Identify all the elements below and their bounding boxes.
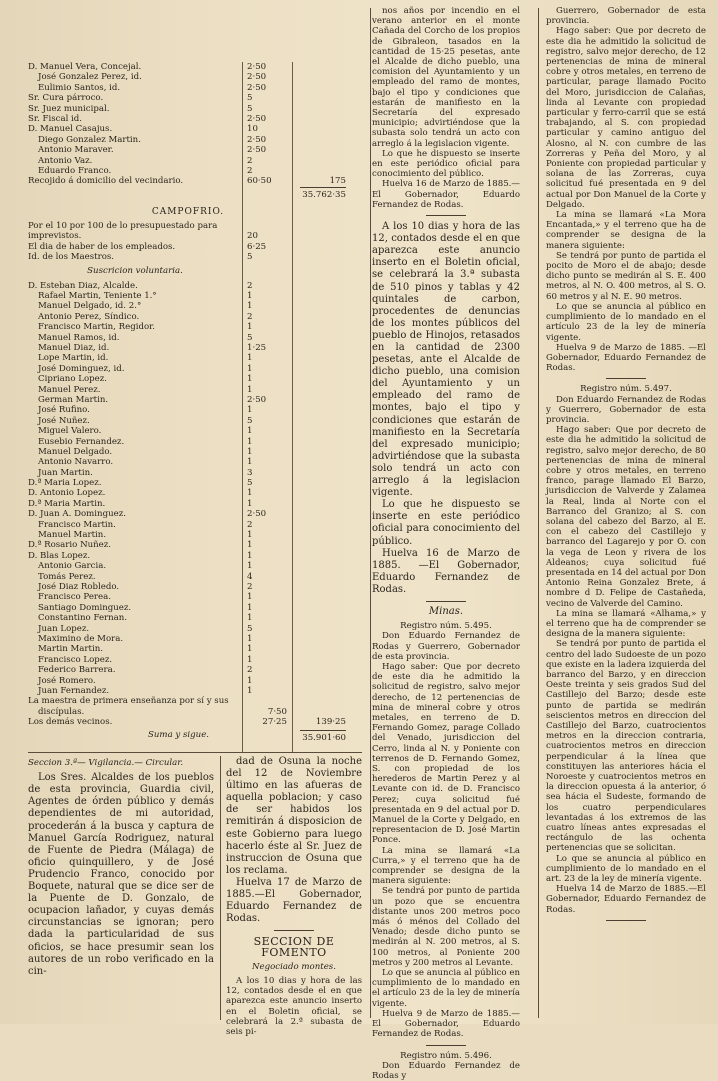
list-item xyxy=(28,312,348,322)
paragraph: Se tendrá por punto de partida el pocito de Moro el de abajo; desde dicho punto se medirán al S. E. 400 metros, al N. O. 400 metros, al S. O. 60 metros y al N. E. 90 metros. xyxy=(546,250,706,302)
suma-label: Suma y sigue. xyxy=(148,730,210,741)
donor-name: D.ª Maria Lopez. xyxy=(28,478,102,489)
donor-name: Constantino Fernan. xyxy=(38,613,128,624)
suscricion-heading: Suscricion voluntaria. xyxy=(87,266,183,277)
list-item xyxy=(28,478,348,488)
fomento-column xyxy=(226,756,362,1037)
amount: 1 xyxy=(247,301,253,312)
list-item xyxy=(28,395,348,405)
list-item xyxy=(28,624,348,634)
donor-name: Manuel Delgado. xyxy=(38,446,113,457)
list-item xyxy=(28,634,348,644)
donor-name: Juan Fernandez. xyxy=(38,685,110,696)
donor-name: Manuel Martin. xyxy=(38,530,107,541)
amount: 10 xyxy=(247,124,258,135)
donor-name: Eulimio Santos, id. xyxy=(38,82,121,93)
donor-name: Sr. Fiscal id. xyxy=(28,113,83,124)
subtotal-value: 35.762·35 xyxy=(300,187,346,200)
paragraph: Don Eduardo Fernandez de Rodas y Guerrero, Gobernador de esta provincia. xyxy=(372,631,520,662)
list-item xyxy=(28,499,348,509)
donor-name: D. Juan A. Dominguez. xyxy=(28,509,126,520)
amount: 2 xyxy=(247,280,253,291)
amount: 60·50 xyxy=(247,176,272,187)
amount: 5 xyxy=(247,478,253,489)
suscricion-list xyxy=(28,281,348,697)
amount: 2 xyxy=(247,519,253,530)
donor-name: Eusebio Fernandez. xyxy=(38,436,125,447)
donor-name: D. Blas Lopez. xyxy=(28,550,91,561)
list-item xyxy=(28,405,348,415)
amount: 5 xyxy=(247,93,253,104)
amount: 3 xyxy=(247,467,253,478)
amount: 5 xyxy=(247,252,253,263)
list-item xyxy=(28,572,348,582)
list-item xyxy=(28,426,348,436)
amount: 2·50 xyxy=(247,62,267,72)
donor-name: Juan Martin. xyxy=(38,467,93,478)
list-item xyxy=(28,603,348,613)
list-item xyxy=(28,374,348,384)
amount: 2·50 xyxy=(247,82,267,93)
list-item xyxy=(28,416,348,426)
negociado-heading: Negociado montes. xyxy=(252,961,336,972)
signature: Huelva 14 de Marzo de 1885.—El Gobernador, Eduardo Fernandez de Rodas. xyxy=(546,884,706,915)
paragraph: La mina se llamará «Alhama,» y el terreno que ha de comprender se designa de la manera siguiente: xyxy=(546,608,706,640)
donor-name: Sr. Cura párroco. xyxy=(28,93,104,104)
amount: 2·50 xyxy=(247,134,267,145)
paragraph: Lo que se anuncia al público en cumplimiento de lo mandado en el art. 23 de la ley de minería vigente. xyxy=(546,853,706,885)
total-value: 35.901·60 xyxy=(300,730,346,743)
amount: 1 xyxy=(247,291,253,302)
amount: 1 xyxy=(247,561,253,572)
amount: 1 xyxy=(247,363,253,374)
donor-name: Santiago Dominguez. xyxy=(38,602,132,613)
column-2 xyxy=(372,6,520,1081)
donor-name: Tomás Perez. xyxy=(38,571,96,582)
list-item xyxy=(28,124,348,134)
list-item xyxy=(28,231,348,241)
list-item xyxy=(28,72,348,82)
donor-name: Sr. Juez municipal. xyxy=(28,103,110,114)
divider xyxy=(606,378,646,379)
amount: 1 xyxy=(247,498,253,509)
list-item xyxy=(28,468,348,478)
section-rule xyxy=(28,752,362,753)
list-item xyxy=(28,156,348,166)
amount: 20 xyxy=(247,231,258,242)
paragraph: Lo que he dispuesto se inserte en este periódico oficial para conocimiento del público. xyxy=(372,148,520,180)
list-item xyxy=(28,114,348,124)
amount: 2 xyxy=(247,581,253,592)
paragraph: Hago saber: Que por decreto de este dia he admitido la solicitud de registro, salvo mejor derecho, de 12 pertenencias de mina de mineral cobre y otros metales, en terreno de D. Fernando Gomez, parage Collado del Venado, jurisdiccion del Cerro, linda al N. y Poniente con terrenos de D. Fernando Gomez, S. con propiedad de los herederos de Martin Perez y al Levante con id. de D. Francisco Perez; cuya solicitud fué presentada en 9 del actual por D. Manuel de la Corte y Delgado, en representacion de D. José Martin Ponce. xyxy=(372,661,520,846)
paragraph: Lo que se anuncia al público en cumplimiento de lo mandado en el artículo 23 de la ley de minería vigente. xyxy=(546,301,706,343)
list-item xyxy=(28,665,348,675)
amount: 5 xyxy=(247,415,253,426)
amount: 2·50 xyxy=(247,145,267,156)
paragraph: Don Eduardo Fernandez de Rodas y Guerrero, Gobernador de esta provincia. xyxy=(546,394,706,425)
donor-name: Lope Martin, id. xyxy=(38,353,109,364)
paragraph: Guerrero, Gobernador de esta provincia. xyxy=(546,6,706,27)
list-item xyxy=(28,551,348,561)
list-item xyxy=(28,252,348,262)
donor-name: Francisco Lopez. xyxy=(38,654,113,665)
list-item xyxy=(28,333,348,343)
donor-name: El dia de haber de los empleados. xyxy=(28,241,176,252)
list-item xyxy=(28,540,348,550)
amount: 5 xyxy=(247,103,253,114)
minas-heading: Minas. xyxy=(428,605,464,617)
donor-name: Cipriano Lopez. xyxy=(38,374,107,385)
paragraph: dad de Osuna la noche del 12 de Noviembre último en las afueras de aquella poblacion; y caso de ser habidos los remitirán á disposicion de este Gobierno para luego hacerlo éste al Sr. Juez de instruccion de Osuna que los reclama. xyxy=(226,756,362,876)
donor-name: D.ª Rosario Nuñez. xyxy=(28,540,112,551)
amount: 1 xyxy=(247,530,253,541)
list-item xyxy=(28,343,348,353)
paragraph: Hago saber: Que por decreto de este dia he admitido la solicitud de registro, salvo mejor derecho, de 80 pertenencias de mina de mineral cobre y otros metales, en terreno franco, parage llamado El Barzo, jurisdiccion de Valverde y Zalamea la Real, linda al Norte con el Barranco del Granizo; al S. con solana del cabezo del Barzo, al E. con el cabezo del Castillejo y barranco del Lagarejo y por O. con la vega de Leon y rivera de los Aldeanos; cuya solicitud fué presentada en 14 del actual por Don Antonio Reina Gonzalez Brete, á nombre d D. Felipe de Castañeda, vecino de Valverde del Camino. xyxy=(546,425,706,609)
column-rule xyxy=(220,756,221,1020)
list-item xyxy=(28,644,348,654)
campofrio-heading: CAMPOFRIO. xyxy=(151,206,225,217)
donor-name: German Martin. xyxy=(38,394,109,405)
donor-name: Francisco Martin, Regidor. xyxy=(38,322,156,333)
paragraph: Lo que se anuncia al público en cumplimiento de lo mandado en el artículo 23 de la ley de minería vigente. xyxy=(372,968,520,1009)
amount: 1 xyxy=(247,457,253,468)
registro-heading: Registro núm. 5.497. xyxy=(580,384,672,395)
donor-name: Por el 10 por 100 de lo presupuestado para xyxy=(28,220,218,231)
donor-name: Antonio Navarro. xyxy=(38,457,114,468)
donor-name: Manuel Diaz, id. xyxy=(38,343,110,353)
donor-name: Manuel Ramos, id. xyxy=(38,332,120,343)
maestra-line-2: discípulas. xyxy=(38,706,85,717)
amount: 2 xyxy=(247,165,253,176)
donor-list-top xyxy=(28,62,348,187)
list-item xyxy=(28,686,348,696)
donor-name: Eduardo Franco. xyxy=(38,165,112,176)
list-item xyxy=(28,437,348,447)
column-rule xyxy=(538,8,539,1018)
amount: 6·25 xyxy=(247,241,267,252)
donor-name: D. Antonio Lopez. xyxy=(28,488,106,499)
donor-name: José Gonzalez Perez, id. xyxy=(38,72,142,83)
list-item xyxy=(28,145,348,155)
divider xyxy=(426,601,466,602)
donor-name: Francisco Martin. xyxy=(38,519,116,530)
amount: 2·50 xyxy=(247,72,267,83)
list-item xyxy=(28,530,348,540)
list-item xyxy=(28,353,348,363)
list-item xyxy=(28,301,348,311)
amount: 1 xyxy=(247,446,253,457)
amount: 1 xyxy=(247,602,253,613)
list-item xyxy=(28,176,348,186)
donor-name: Antonio Perez, Síndico. xyxy=(38,311,140,322)
paragraph: La mina se llamará «La Curra,» y el terreno que ha de comprender se designa de la manera siguiente: xyxy=(372,845,520,887)
donor-name: imprevistos. xyxy=(28,231,82,242)
donor-name: Juan Lopez. xyxy=(38,623,90,634)
donor-name: Id. de los Maestros. xyxy=(28,252,115,263)
maestra-line: La maestra de primera enseñanza por sí y sus xyxy=(28,696,229,707)
donor-name: Antonio Garcia. xyxy=(38,561,107,572)
donor-name: Miguel Valero. xyxy=(38,426,102,437)
donor-name: Maximino de Mora. xyxy=(38,633,124,644)
signature: Huelva 16 de Marzo de 1885. —El Gobernador, Eduardo Fernandez de Rodas. xyxy=(372,547,520,595)
amount: 1 xyxy=(247,353,253,364)
amount: 1 xyxy=(247,633,253,644)
paragraph: Los Sres. Alcaldes de los pueblos de esta provincia, Guardia civil, Agentes de órden público y demás dependientes de mi autoridad, procederán á la busca y captura de Manuel García Rodriguez, natural de Fuente de Piedra (Málaga) de oficio quinquillero, y de José Prudencio Franco, conocido por Boquete, natural que se dice ser de la Puente de D. Gonzalo, de ocupacion lañador, y cuyas demás circunstancias se ignoran; pero dada la particularidad de sus oficios, se hace presumir sean los autores de un robo verificado en la cin- xyxy=(28,772,214,977)
list-item xyxy=(28,582,348,592)
donor-name: D. Esteban Diaz, Alcalde. xyxy=(28,280,138,291)
amount: 1 xyxy=(247,685,253,696)
column-rule xyxy=(370,8,371,1018)
list-item xyxy=(28,242,348,252)
maestra-value: 7·50 xyxy=(267,706,287,717)
amount: 1 xyxy=(247,374,253,385)
amount: 2·50 xyxy=(247,509,267,520)
signature: Huelva 9 de Marzo de 1885. —El Gobernador, Eduardo Fernandez de Rodas. xyxy=(546,342,706,374)
amount: 1 xyxy=(247,436,253,447)
donor-name: D. Manuel Casajus. xyxy=(28,124,113,135)
list-item xyxy=(28,221,348,231)
subtotal-amount: 175 xyxy=(329,176,346,187)
amount: 5 xyxy=(247,623,253,634)
divider xyxy=(426,1045,466,1046)
donor-name: José Dominguez, id. xyxy=(38,363,125,374)
amount: 2 xyxy=(247,155,253,166)
donor-name: Manuel Delgado, id. 2.° xyxy=(38,301,142,312)
paragraph: A los 10 dias y hora de las 12, contados desde el en que aparezca este anuncio inserto en el Boletin oficial, se celebrará la 2.ª subasta de seis pi- xyxy=(226,975,362,1037)
vecinos-value: 27·25 xyxy=(262,717,287,728)
vigilancia-heading: Seccion 3.ª— Vigilancia.— Circular. xyxy=(28,758,184,768)
amount: 1 xyxy=(247,540,253,551)
list-item xyxy=(28,509,348,519)
paragraph: Se tendrá por punto de partida un pozo que se encuentra distante unos 200 metros poco más ó ménos del Collado del Venado; desde dicho punto se medirán al N. 200 metros, al S. 100 metros, al Poniente 200 metros y 200 metros al Levante. xyxy=(372,886,520,968)
donor-name: Diego Gonzalez Martin. xyxy=(38,134,141,145)
paragraph: A los 10 dias y hora de las 12, contados desde el en que aparezca este anuncio inserto en el Boletin oficial, se celebrará la 3.ª subasta de 510 pinos y tablas y 42 quintales de carbon, procedentes de denuncias de los montes públicos del pueblo de Hinojos, retasados en la cantidad de 2300 pesetas, ante el Alcalde de dicho pueblo, una comision del Ayuntamiento y un empleado del ramo de montes, bajo el tipo y condiciones que estarán de manifiesto en la Secretaría del expresado municipio; advirtiéndose que la subasta solo tendrá un acto con arreglo á la legislacion vigente. xyxy=(372,221,520,499)
donor-name: Recojido á domicilio del vecindario. xyxy=(28,176,184,187)
list-item xyxy=(28,104,348,114)
list-item xyxy=(28,676,348,686)
vigilancia-column xyxy=(28,756,214,1024)
amount: 1 xyxy=(247,550,253,561)
divider xyxy=(274,930,314,931)
amount: 1 xyxy=(247,322,253,333)
donor-name: D.ª Maria Martin. xyxy=(28,498,106,509)
amount: 1 xyxy=(247,613,253,624)
vecinos-subtotal: 139·25 xyxy=(315,717,346,728)
divider xyxy=(426,215,466,216)
amount: 5 xyxy=(247,332,253,343)
amount: 2 xyxy=(247,665,253,676)
paragraph: Don Eduardo Fernandez de Rodas y xyxy=(372,1060,520,1081)
list-item xyxy=(28,291,348,301)
list-item xyxy=(28,488,348,498)
signature: Huelva 16 de Marzo de 1885.—El Gobernador, Eduardo Fernandez de Rodas. xyxy=(372,179,520,210)
donor-name: D. Manuel Vera, Concejal. xyxy=(28,62,142,72)
amount: 1 xyxy=(247,644,253,655)
amount: 1 xyxy=(247,592,253,603)
amount: 1 xyxy=(247,426,253,437)
list-item xyxy=(28,561,348,571)
paragraph: La mina se llamará «La Mora Encantada,» y el terreno que ha de comprender se designa de la manera siguiente: xyxy=(546,210,706,251)
amount: 4 xyxy=(247,571,253,582)
list-item xyxy=(28,135,348,145)
signature: Huelva 9 de Marzo de 1885.—El Gobernador, Eduardo Fernandez de Rodas. xyxy=(372,1008,520,1040)
amount: 1 xyxy=(247,488,253,499)
donor-name: Federico Barrera. xyxy=(38,665,116,676)
amount: 1·25 xyxy=(247,343,267,353)
vecinos-line: Los demás vecinos. xyxy=(28,717,113,728)
list-item xyxy=(28,322,348,332)
paragraph: Se tendrá por punto de partida el centro del lado Sudoeste de un pozo que existe en la ladera izquierda del barranco del Barzo, y en direccion Oeste treinta y seis grados Sud del Castillejo del Barzo; desde este punto de partida se medirán seiscientos metros en direccion del Castillejo del Barzo, cuatrocientos metros en la direccion contraria, cuatrocientos metros en direccion perpendicular á la línea que constituyen las anteriores hácia el Noroeste y cuatrocientos metros en la direccion opuesta á la anterior, ó sea hácia el Sudeste, formando de los cuatro perpendiculares levantadas á los extremos de las cuatro líneas antes expresadas el rectángulo de las ochenta pertenencias que se solicitan. xyxy=(546,639,706,854)
donor-name: Antonio Vaz. xyxy=(38,155,93,166)
column-3 xyxy=(546,6,706,1024)
donor-name: José Romero. xyxy=(38,675,96,686)
list-item xyxy=(28,83,348,93)
amount: 2·50 xyxy=(247,113,267,124)
donor-name: José Rufino. xyxy=(38,405,90,416)
list-item xyxy=(28,520,348,530)
donor-name: Antonio Maraver. xyxy=(38,145,114,156)
subscription-list-column xyxy=(28,62,348,752)
amount: 1 xyxy=(247,675,253,686)
donor-name: José Diaz Robledo. xyxy=(38,581,120,592)
donor-name: Rafael Martin, Teniente 1.° xyxy=(38,291,157,302)
list-item xyxy=(28,447,348,457)
donor-name: Manuel Perez. xyxy=(38,384,101,395)
list-item xyxy=(28,364,348,374)
campofrio-list xyxy=(28,221,348,263)
list-item xyxy=(28,93,348,103)
list-item xyxy=(28,281,348,291)
list-item xyxy=(28,62,348,72)
signature: Huelva 17 de Marzo de 1885.—El Gobernador, Eduardo Fernandez de Rodas. xyxy=(226,876,362,925)
list-item xyxy=(28,166,348,176)
paragraph: Hago saber: Que por decreto de este dia he admitido la solicitud de registro, salvo mejor derecho, de 12 pertenencias de mina de mineral cobre y otros metales, en terreno de particular, parage llamado Pocito del Moro, jurisdiccion de Calañas, linda al Levante con propiedad particular y ferro-carril que se está trabajando, al S. con propiedad particular y camino antiguo del Alosno, al N. con cumbre de las Zorreras y Peña del Moro, y al Poniente con propiedad particular y solana de las Zorreras, cuya solicitud fué presentada en 9 del actual por Don Manuel de la Corte y Delgado. xyxy=(546,26,706,210)
amount: 2·50 xyxy=(247,394,267,405)
registro-heading: Registro núm. 5.495. xyxy=(400,621,492,632)
list-item xyxy=(28,655,348,665)
amount: 1 xyxy=(247,384,253,395)
amount: 1 xyxy=(247,405,253,416)
amount: 2 xyxy=(247,311,253,322)
donor-name: Francisco Perea. xyxy=(38,592,111,603)
paragraph: Lo que he dispuesto se inserte en este periódico oficial para conocimiento del público. xyxy=(372,499,520,547)
seccion-fomento-heading: SECCION DE FOMENTO xyxy=(253,935,335,959)
list-item xyxy=(28,457,348,467)
list-item xyxy=(28,613,348,623)
donor-name: José Nuñez. xyxy=(38,415,90,426)
donor-name: Martin Martin. xyxy=(38,644,103,655)
divider xyxy=(606,920,646,921)
paragraph: nos años por incendio en el verano anterior en el monte Cañada del Corcho de los propios de Gibraleon, tasados en la cantidad de 15·25 pesetas, ante el Alcalde de dicho pueblo, una comision del Ayuntamiento y un empleado del ramo de montes, bajo el tipo y condiciones que estarán de manifiesto en la Secretaría del expresado municipio; advirtiéndose que la subasta solo tendrá un acto con arreglo á la legislacion vigente. xyxy=(372,6,520,149)
amount: 1 xyxy=(247,654,253,665)
list-item xyxy=(28,385,348,395)
registro-heading: Registro núm. 5.496. xyxy=(400,1050,492,1061)
list-item xyxy=(28,592,348,602)
